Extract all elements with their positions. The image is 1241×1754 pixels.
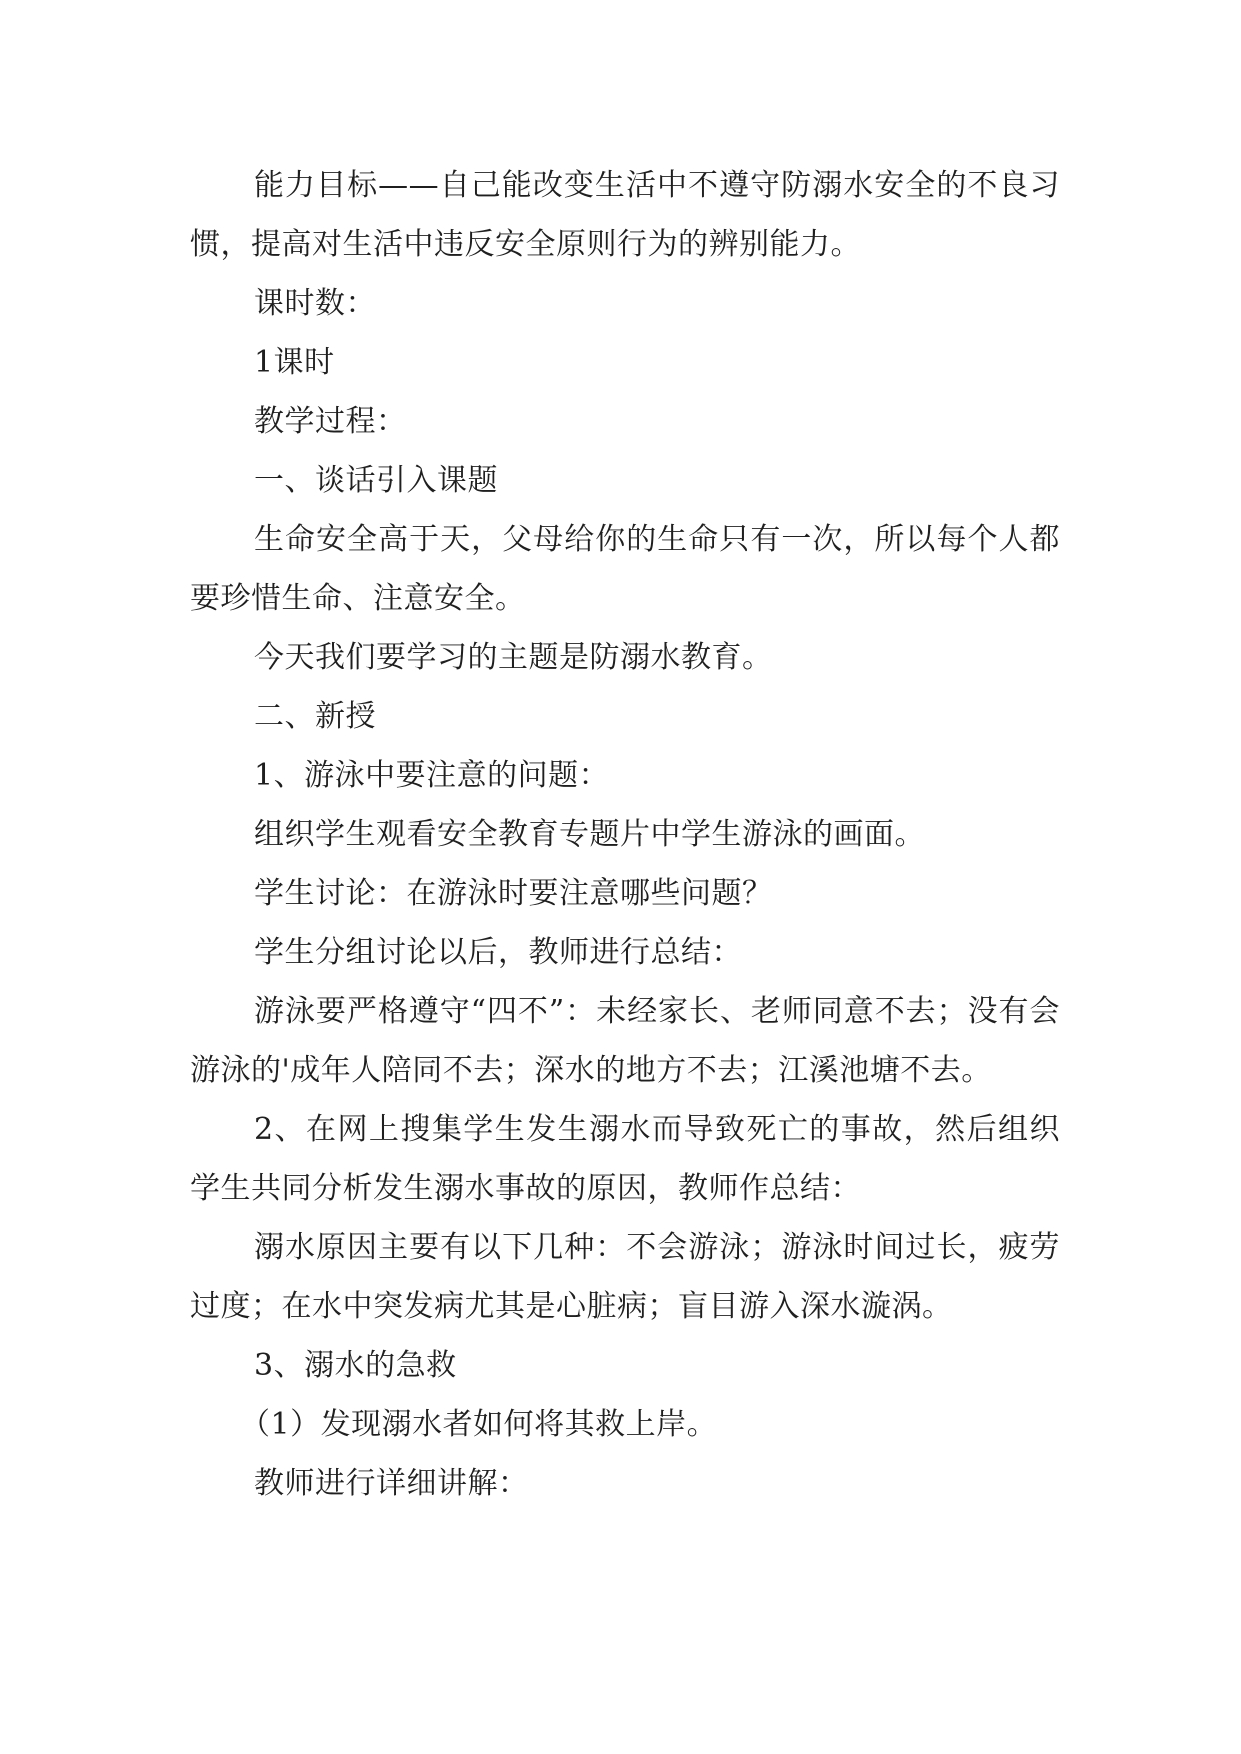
paragraph-rescue-step-1: （1）发现溺水者如何将其救上岸。 <box>240 1407 718 1442</box>
paragraph-life-safety: 生命安全高于天，父母给你的生命只有一次，所以每个人都要珍惜生命、注意安全。 <box>190 522 1060 616</box>
paragraph-topic: 今天我们要学习的主题是防溺水教育。 <box>254 640 773 675</box>
heading-item-1: 1、游泳中要注意的问题： <box>254 758 610 793</box>
heading-item-3: 3、溺水的急救 <box>254 1348 457 1383</box>
paragraph-class-hours-label: 课时数： <box>254 286 376 321</box>
paragraph-drowning-causes: 溺水原因主要有以下几种：不会游泳；游泳时间过长，疲劳过度；在水中突发病尤其是心脏病；盲目游入深水漩涡。 <box>190 1230 1060 1324</box>
paragraph-discussion: 学生讨论：在游泳时要注意哪些问题？ <box>254 876 773 911</box>
paragraph-ability-goal: 能力目标——自己能改变生活中不遵守防溺水安全的不良习惯，提高对生活中违反安全原则行为的辨别能力。 <box>190 168 1060 262</box>
heading-section-1: 一、谈话引入课题 <box>254 463 498 498</box>
paragraph-item-2: 2、在网上搜集学生发生溺水而导致死亡的事故，然后组织学生共同分析发生溺水事故的原因，教师作总结： <box>190 1112 1060 1206</box>
paragraph-group-summary: 学生分组讨论以后，教师进行总结： <box>254 935 742 970</box>
paragraph-teaching-process: 教学过程： <box>254 404 407 439</box>
paragraph-watch-video: 组织学生观看安全教育专题片中学生游泳的画面。 <box>254 817 925 852</box>
paragraph-four-nots: 游泳要严格遵守“四不”：未经家长、老师同意不去；没有会游泳的'成年人陪同不去；深水的地方不去；江溪池塘不去。 <box>190 994 1060 1088</box>
heading-section-2: 二、新授 <box>254 699 376 734</box>
paragraph-class-hours-value: 1课时 <box>254 345 335 380</box>
paragraph-teacher-explains: 教师进行详细讲解： <box>254 1466 529 1501</box>
document-body <box>190 156 1060 1513</box>
